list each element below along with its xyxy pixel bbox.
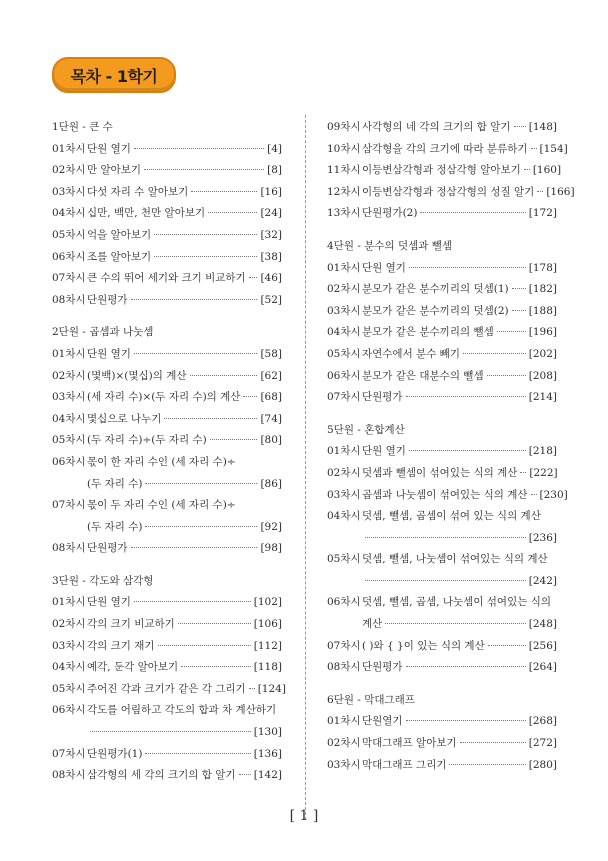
toc-entry[interactable] — [52, 268, 282, 290]
dot-leader — [520, 472, 526, 473]
lesson-title: 분모가 같은 분수끼리의 뺄셈 — [362, 326, 494, 339]
page-number: [ 1 ] — [289, 808, 319, 824]
page-ref: [242] — [528, 574, 557, 587]
lesson-number: 05차시 — [52, 434, 86, 447]
page-ref: [280] — [528, 758, 557, 771]
lesson-number: 03차시 — [327, 304, 361, 317]
toc-section — [52, 571, 286, 787]
dot-leader — [181, 666, 251, 667]
lesson-title: 단원평가(2) — [362, 207, 418, 220]
lesson-number: 06차시 — [327, 596, 361, 609]
toc-title-badge — [52, 57, 176, 93]
dot-leader — [460, 742, 526, 743]
toc-entry[interactable] — [52, 290, 282, 312]
page-ref: [112] — [253, 639, 282, 652]
toc-entry[interactable] — [52, 344, 282, 366]
lesson-title: 분모가 같은 분수끼리의 덧셈(1) — [362, 283, 509, 296]
dot-leader — [164, 418, 257, 419]
lesson-number: 03차시 — [52, 391, 86, 404]
lesson-title: 각의 크기 재기 — [87, 639, 155, 652]
dot-leader — [190, 375, 258, 376]
dot-leader — [145, 753, 250, 754]
lesson-number: 01차시 — [52, 142, 86, 155]
dot-leader — [512, 288, 526, 289]
lesson-number: 03차시 — [327, 758, 361, 771]
lesson-number: 03차시 — [52, 185, 86, 198]
dot-leader — [134, 601, 251, 602]
lesson-title: 예각, 둔각 알아보기 — [87, 661, 179, 674]
page-ref: [202] — [528, 347, 557, 360]
page-ref: [4] — [267, 142, 282, 155]
page-ref: [160] — [532, 164, 562, 177]
toc-entry[interactable] — [327, 711, 557, 733]
page-ref: [62] — [260, 369, 282, 382]
toc-entry[interactable] — [327, 203, 557, 225]
toc-entry[interactable] — [327, 322, 557, 344]
dot-leader — [210, 439, 258, 440]
lesson-number: 01차시 — [327, 261, 361, 274]
page-ref: [74] — [260, 412, 282, 425]
page-ref: [80] — [260, 434, 282, 447]
dot-leader — [158, 645, 251, 646]
lesson-number: 02차시 — [327, 737, 361, 750]
dot-leader — [131, 299, 258, 300]
dot-leader — [239, 774, 251, 775]
toc-entry[interactable] — [52, 160, 282, 182]
unit-heading: 5단원 - 혼합계산 — [327, 423, 405, 436]
toc-entry[interactable] — [327, 301, 557, 323]
toc-entry[interactable] — [52, 139, 282, 161]
dot-leader — [406, 720, 526, 721]
toc-entry[interactable] — [52, 366, 282, 388]
lesson-number: 07차시 — [327, 391, 361, 404]
dot-leader — [514, 126, 526, 127]
dot-leader — [463, 353, 526, 354]
toc-entry[interactable] — [52, 657, 282, 679]
page-ref: [236] — [528, 531, 557, 544]
page-ref: [8] — [267, 164, 282, 177]
page-ref: [214] — [528, 391, 557, 404]
page-ref: [230] — [539, 488, 568, 501]
page-ref: [118] — [253, 661, 282, 674]
page-ref: [166] — [546, 185, 575, 198]
toc-entry[interactable] — [327, 733, 557, 755]
toc-entry[interactable] — [327, 592, 557, 614]
lesson-title: 단원평가 — [87, 293, 128, 306]
toc-title: 목차 - 1학기 — [70, 66, 158, 86]
lesson-title: 분모가 같은 대분수의 뺄셈 — [362, 369, 484, 382]
page-ref: [148] — [528, 121, 557, 133]
lesson-number: 02차시 — [52, 618, 86, 631]
dot-leader — [512, 310, 526, 311]
lesson-title: 몇십으로 나누기 — [87, 412, 162, 425]
lesson-title: 분모가 같은 분수끼리의 덧셈(2) — [362, 304, 509, 317]
dot-leader — [406, 666, 526, 667]
dot-leader — [208, 212, 257, 213]
lesson-number: 01차시 — [327, 445, 361, 458]
lesson-number: 06차시 — [52, 455, 86, 468]
toc-section — [327, 690, 557, 776]
lesson-number: 11차시 — [327, 164, 361, 177]
dot-leader — [531, 494, 537, 495]
lesson-title: 삼각형의 세 각의 크기의 합 알기 — [87, 769, 236, 782]
toc-entry[interactable] — [327, 117, 557, 139]
dot-leader — [365, 580, 526, 581]
dot-leader — [488, 645, 526, 646]
dot-leader — [249, 277, 258, 278]
lesson-title: 만 알아보기 — [87, 164, 142, 177]
lesson-title: (두 자리 수) — [87, 520, 143, 533]
lesson-title: 몫이 두 자리 수인 (세 자리 수)÷ — [87, 499, 236, 512]
lesson-number: 09차시 — [327, 121, 361, 133]
lesson-title: 각의 크기 비교하기 — [87, 618, 175, 631]
toc-entry[interactable] — [52, 517, 282, 539]
page-ref: [218] — [528, 445, 557, 458]
toc-entry[interactable] — [327, 160, 562, 182]
unit-heading: 3단원 - 각도와 삼각형 — [52, 574, 154, 587]
lesson-number: 05차시 — [327, 347, 361, 360]
page-ref: [102] — [253, 596, 282, 609]
unit-heading: 2단원 - 곱셈과 나눗셈 — [52, 326, 154, 339]
dot-leader — [406, 396, 526, 397]
lesson-title: 단원평가(1) — [87, 747, 143, 760]
lesson-title: 단원 열기 — [362, 445, 406, 458]
toc-entry[interactable] — [327, 614, 557, 636]
dot-leader — [145, 483, 257, 484]
dot-leader — [365, 537, 526, 538]
page-ref: [154] — [539, 142, 568, 155]
toc-entry[interactable] — [327, 279, 557, 301]
lesson-title: (두 자리 수) — [87, 477, 143, 490]
lesson-number: 01차시 — [327, 715, 361, 728]
lesson-number: 08차시 — [52, 769, 86, 782]
toc-entry[interactable] — [52, 225, 282, 247]
lesson-title: 조를 알아보기 — [87, 250, 152, 263]
dot-leader — [90, 731, 251, 732]
lesson-title: 다섯 자리 수 알아보기 — [87, 185, 189, 198]
page-ref: [124] — [257, 682, 286, 695]
dot-leader — [420, 212, 525, 213]
lesson-title: 각도를 어림하고 각도의 합과 차 계산하기 — [87, 704, 277, 717]
toc-entry[interactable] — [52, 474, 282, 496]
lesson-title: 막대그래프 그리기 — [362, 758, 447, 771]
toc-section — [327, 420, 568, 679]
page-ref: [58] — [260, 347, 282, 360]
lesson-title: 주어진 각과 크기가 같은 각 그리기 — [87, 682, 246, 695]
toc-entry[interactable] — [52, 182, 282, 204]
lesson-number: 07차시 — [52, 272, 86, 285]
toc-entry[interactable] — [52, 592, 282, 614]
page-ref: [256] — [528, 639, 557, 652]
lesson-number: 03차시 — [52, 639, 86, 652]
toc-entry[interactable] — [327, 441, 557, 463]
dot-leader — [243, 396, 257, 397]
page-ref: [38] — [260, 250, 282, 263]
page-ref: [196] — [528, 326, 557, 339]
toc-left-column — [52, 117, 286, 798]
page-ref: [222] — [529, 466, 558, 479]
dot-leader — [487, 375, 526, 376]
toc-entry[interactable] — [327, 344, 557, 366]
lesson-number: 01차시 — [52, 596, 86, 609]
dot-leader — [134, 353, 258, 354]
lesson-title: 이등변삼각형과 정삼각형의 성질 알기 — [362, 185, 535, 198]
page-ref: [188] — [528, 304, 557, 317]
toc-entry[interactable] — [327, 485, 568, 507]
toc-entry[interactable] — [52, 203, 282, 225]
lesson-number: 04차시 — [52, 207, 86, 220]
lesson-number: 02차시 — [52, 164, 86, 177]
toc-entry[interactable] — [327, 636, 557, 658]
toc-entry[interactable] — [52, 495, 282, 517]
lesson-number: 06차시 — [52, 704, 86, 717]
dot-leader — [449, 764, 525, 765]
unit-heading: 1단원 - 큰 수 — [52, 121, 113, 133]
dot-leader — [134, 148, 264, 149]
lesson-number: 06차시 — [327, 369, 361, 382]
dot-leader — [249, 688, 255, 689]
lesson-title: 단원평가 — [87, 542, 128, 555]
toc-section — [52, 322, 282, 560]
lesson-title: 이등변삼각형과 정삼각형 알아보기 — [362, 164, 521, 177]
lesson-number: 05차시 — [52, 682, 86, 695]
lesson-title: 단원열기 — [362, 715, 403, 728]
lesson-title: 단원 열기 — [87, 347, 131, 360]
lesson-title: 삼각형을 각의 크기에 따라 분류하기 — [362, 142, 528, 155]
lesson-number: 03차시 — [327, 488, 361, 501]
lesson-number: 10차시 — [327, 142, 361, 155]
lesson-title: ( )와 { }이 있는 식의 계산 — [362, 639, 485, 652]
toc-entry[interactable] — [327, 366, 557, 388]
page-ref: [182] — [528, 283, 557, 296]
lesson-title: 곱셈과 나눗셈이 섞여있는 식의 계산 — [362, 488, 528, 501]
dot-leader — [524, 169, 530, 170]
unit-heading: 6단원 - 막대그래프 — [327, 693, 415, 706]
lesson-number: 04차시 — [327, 510, 361, 523]
page-ref: [68] — [260, 391, 282, 404]
page-ref: [52] — [260, 293, 282, 306]
toc-entry[interactable] — [52, 538, 282, 560]
lesson-number: 04차시 — [52, 412, 86, 425]
page-ref: [264] — [528, 661, 557, 674]
page-ref: [92] — [260, 520, 282, 533]
column-divider — [305, 115, 306, 820]
toc-entry[interactable] — [327, 463, 557, 485]
lesson-number: 02차시 — [327, 466, 361, 479]
page-ref: [248] — [528, 618, 557, 631]
toc-entry[interactable] — [327, 506, 557, 528]
lesson-title: 단원 열기 — [362, 261, 406, 274]
unit-heading: 4단원 - 분수의 덧셈과 뺄셈 — [327, 239, 453, 252]
lesson-title: 덧셈, 뺄셈, 곱셈, 나눗셈이 섞여있는 식의 — [362, 596, 551, 609]
lesson-title: 사각형의 네 각의 크기의 합 알기 — [362, 121, 511, 133]
lesson-title: 계산 — [362, 618, 383, 631]
lesson-number: 07차시 — [52, 747, 86, 760]
toc-entry[interactable] — [52, 679, 286, 701]
toc-entry[interactable] — [327, 571, 557, 593]
lesson-number: 08차시 — [327, 661, 361, 674]
toc-entry[interactable] — [52, 700, 282, 722]
dot-leader — [154, 234, 257, 235]
dot-leader — [131, 547, 258, 548]
lesson-title: 단원 열기 — [87, 142, 131, 155]
lesson-title: 자연수에서 분수 빼기 — [362, 347, 460, 360]
dot-leader — [144, 169, 264, 170]
page-ref: [136] — [253, 747, 282, 760]
lesson-number: 02차시 — [52, 369, 86, 382]
lesson-number: 06차시 — [52, 250, 86, 263]
toc-entry[interactable] — [52, 430, 282, 452]
toc-entry[interactable] — [52, 636, 282, 658]
lesson-title: (세 자리 수)×(두 자리 수)의 계산 — [87, 391, 241, 404]
lesson-title: 몫이 한 자리 수인 (세 자리 수)÷ — [87, 455, 236, 468]
dot-leader — [531, 148, 537, 149]
dot-leader — [537, 191, 543, 192]
lesson-number: 02차시 — [327, 283, 361, 296]
toc-entry[interactable] — [52, 744, 282, 766]
lesson-title: 단원평가 — [362, 661, 403, 674]
dot-leader — [145, 526, 257, 527]
toc-right-column — [327, 117, 575, 787]
toc-entry[interactable] — [52, 614, 282, 636]
lesson-title: 덧셈과 뺄셈이 섞여있는 식의 계산 — [362, 466, 518, 479]
dot-leader — [497, 331, 526, 332]
lesson-number: 13차시 — [327, 207, 361, 220]
toc-entry[interactable] — [327, 657, 557, 679]
page-ref: [268] — [528, 715, 557, 728]
toc-entry[interactable] — [52, 247, 282, 269]
toc-entry[interactable] — [52, 722, 282, 744]
lesson-number: 12차시 — [327, 185, 361, 198]
toc-entry[interactable] — [52, 387, 282, 409]
dot-leader — [409, 450, 526, 451]
lesson-title: 단원 열기 — [87, 596, 131, 609]
lesson-number: 07차시 — [52, 499, 86, 512]
page-ref: [32] — [260, 228, 282, 241]
lesson-title: (몇백)×(몇십)의 계산 — [87, 369, 187, 382]
page-ref: [46] — [260, 272, 282, 285]
page-ref: [106] — [253, 618, 282, 631]
page-ref: [24] — [260, 207, 282, 220]
lesson-number: 07차시 — [327, 639, 361, 652]
page-ref: [16] — [260, 185, 282, 198]
page-ref: [130] — [253, 726, 282, 739]
toc-entry[interactable] — [327, 755, 557, 777]
page-ref: [98] — [260, 542, 282, 555]
lesson-title: 막대그래프 알아보기 — [362, 737, 457, 750]
toc-entry[interactable] — [327, 258, 557, 280]
lesson-number: 08차시 — [52, 293, 86, 306]
page-ref: [272] — [528, 737, 557, 750]
lesson-title: (두 자리 수)÷(두 자리 수) — [87, 434, 207, 447]
page-ref: [172] — [528, 207, 557, 220]
lesson-number: 04차시 — [327, 326, 361, 339]
page-ref: [142] — [253, 769, 282, 782]
lesson-title: 십만, 백만, 천만 알아보기 — [87, 207, 206, 220]
toc-entry[interactable] — [327, 549, 557, 571]
toc-entry[interactable] — [327, 182, 575, 204]
toc-section — [327, 236, 557, 409]
lesson-number: 04차시 — [52, 661, 86, 674]
dot-leader — [385, 623, 525, 624]
dot-leader — [191, 191, 257, 192]
toc-entry[interactable] — [52, 452, 282, 474]
toc-entry[interactable] — [327, 387, 557, 409]
page-ref: [86] — [260, 477, 282, 490]
toc-entry[interactable] — [327, 139, 568, 161]
lesson-number: 08차시 — [52, 542, 86, 555]
page-ref: [208] — [528, 369, 557, 382]
lesson-title: 덧셈, 뺄셈, 나눗셈이 섞여있는 식의 계산 — [362, 553, 548, 566]
toc-section — [52, 117, 282, 311]
dot-leader — [154, 256, 257, 257]
lesson-title: 덧셈, 뺄셈, 곱셈이 섞여 있는 식의 계산 — [362, 510, 541, 523]
toc-section — [327, 117, 575, 225]
toc-entry[interactable] — [52, 409, 282, 431]
toc-entry[interactable] — [327, 528, 557, 550]
page-ref: [178] — [528, 261, 557, 274]
lesson-title: 억을 알아보기 — [87, 228, 152, 241]
lesson-number: 05차시 — [52, 228, 86, 241]
dot-leader — [178, 623, 251, 624]
lesson-number: 05차시 — [327, 553, 361, 566]
toc-entry[interactable] — [52, 765, 282, 787]
lesson-number: 01차시 — [52, 347, 86, 360]
dot-leader — [409, 267, 526, 268]
lesson-title: 단원평가 — [362, 391, 403, 404]
lesson-title: 큰 수의 뛰어 세기와 크기 비교하기 — [87, 272, 246, 285]
